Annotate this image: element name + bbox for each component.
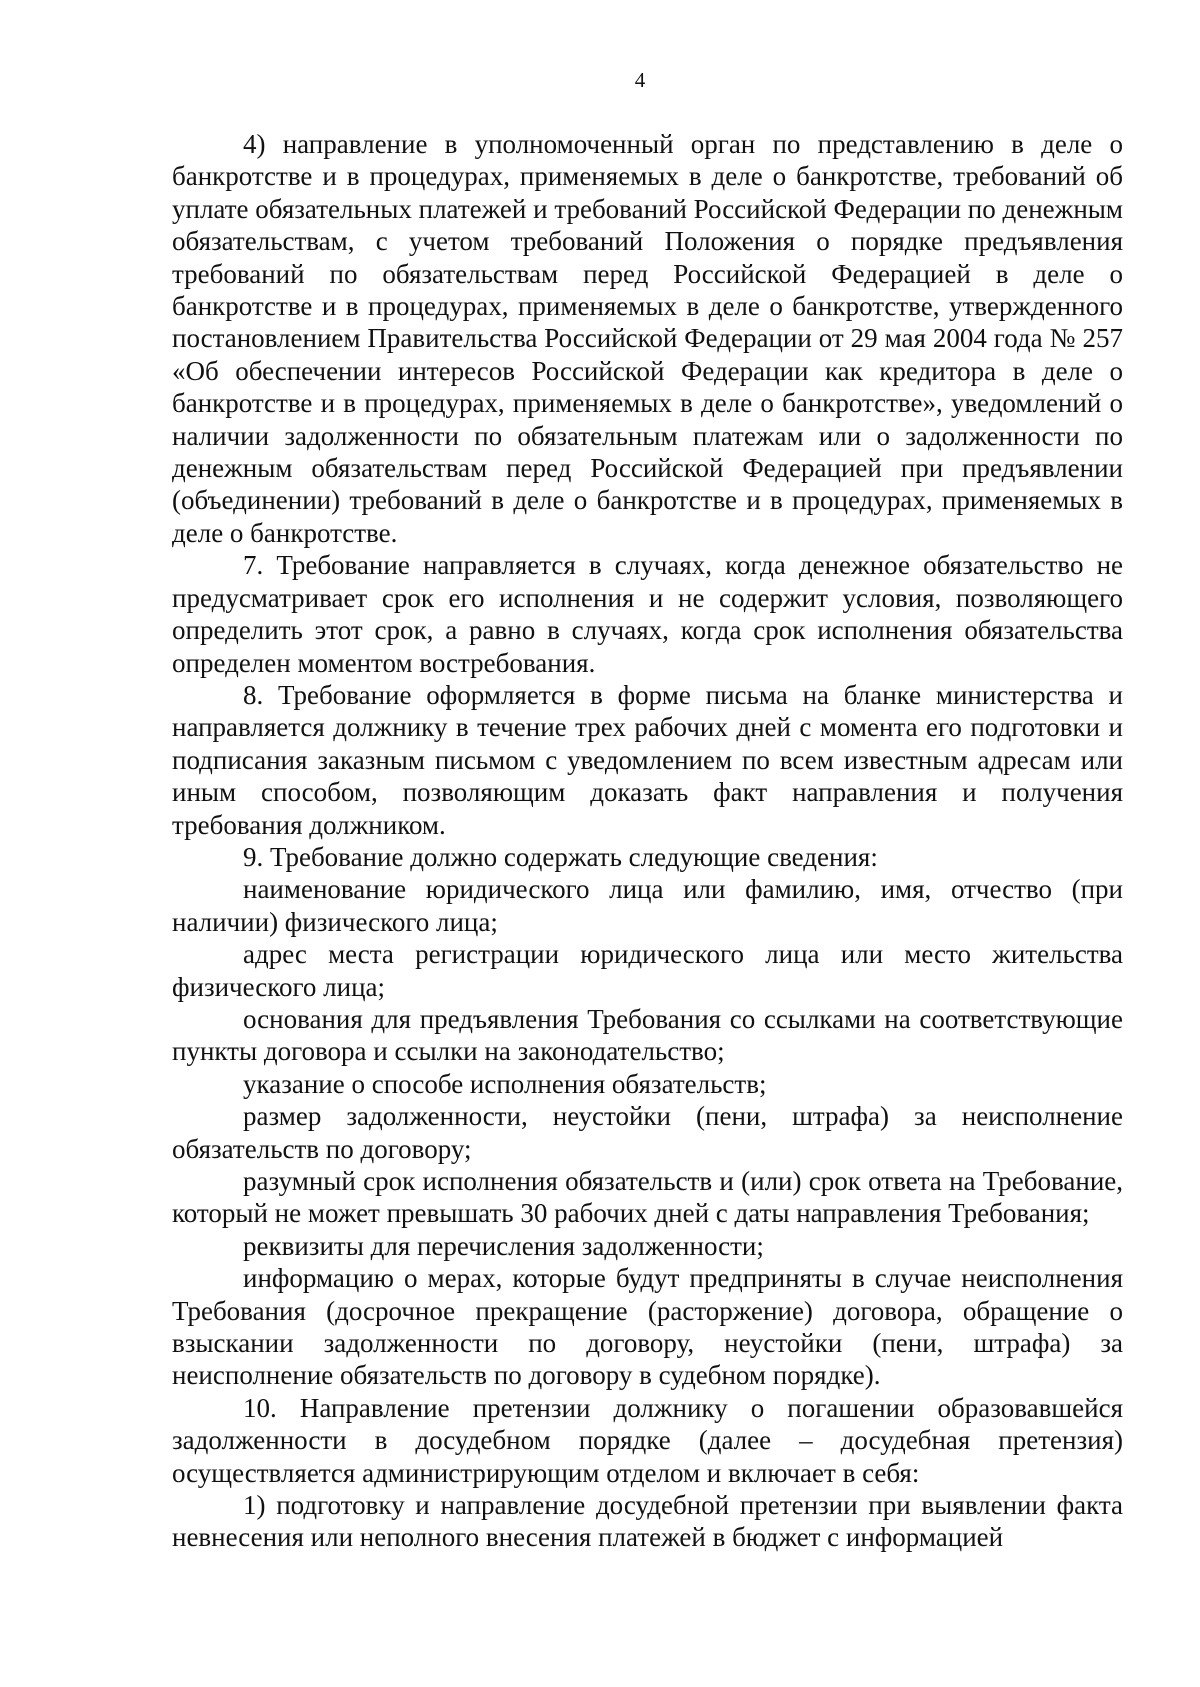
requirement-item-grounds: основания для предъявления Требования со ссылками на соответствующие пункты договора и ссылки на законодательство;: [172, 1003, 1123, 1067]
paragraph-10: 10. Направление претензии должнику о погашении образовавшейся задолженности в досудебном порядке (далее – досудебная претензия) осуществляется администрирующим отделом и включает в себя:: [172, 1392, 1123, 1488]
requirement-item-measures: информацию о мерах, которые будут предприняты в случае неисполнения Требования (досрочное прекращение (расторжение) договора, обращение о взыскании задолженности по договору, неустойки (пени, штрафа) за неисполнение обязательств по договору в судебном порядке).: [172, 1263, 1123, 1391]
document-body: [172, 128, 1123, 1554]
requirement-item-deadline: разумный срок исполнения обязательств и (или) срок ответа на Требование, который не может превышать 30 рабочих дней с даты направления Требования;: [172, 1166, 1123, 1229]
requirement-item-method: указание о способе исполнения обязательств;: [243, 1068, 767, 1099]
paragraph-8: 8. Требование оформляется в форме письма на бланке министерства и направляется должнику в течение трех рабочих дней с момента его подготовки и подписания заказным письмом с уведомлением по всем известным адресам или иным способом, позволяющим доказать факт направления и получения требования должником.: [172, 679, 1123, 840]
requirement-item-amount: размер задолженности, неустойки (пени, штрафа) за неисполнение обязательств по договору;: [172, 1101, 1123, 1164]
paragraph-item-4: 4) направление в уполномоченный орган по представлению в деле о банкротстве и в процедурах, применяемых в деле о банкротстве, требований об уплате обязательных платежей и требований Российской Федерации по денежным обязательствам, с учетом требований Положения о порядке предъявления требований по обязательствам перед Российской Федерацией в деле о банкротстве и в процедурах, применяемых в деле о банкротстве, утвержденного постановлением Правительства Российской Федерации от 29 мая 2004 года № 257 «Об обеспечении интересов Российской Федерации как кредитора в деле о банкротстве и в процедурах, применяемых в деле о банкротстве», уведомлений о наличии задолженности по обязательным платежам или о задолженности по денежным обязательствам перед Российской Федерацией при предъявлении (объединении) требований в деле о банкротстве и в процедурах, применяемых в деле о банкротстве.: [172, 129, 1123, 548]
paragraph-10-item-1: 1) подготовку и направление досудебной претензии при выявлении факта невнесения или неполного внесения платежей в бюджет с информацией: [172, 1490, 1123, 1553]
requirement-item-name: наименование юридического лица или фамилию, имя, отчество (при наличии) физического лица;: [172, 874, 1123, 937]
paragraph-7: 7. Требование направляется в случаях, когда денежное обязательство не предусматривает срок его исполнения и не содержит условия, позволяющего определить этот срок, а равно в случаях, когда срок исполнения обязательства определен моментом востребования.: [172, 550, 1123, 678]
requirement-item-address: адрес места регистрации юридического лица или место жительства физического лица;: [172, 939, 1123, 1002]
page-number: 4: [634, 68, 646, 92]
paragraph-9: 9. Требование должно содержать следующие сведения:: [243, 841, 878, 872]
requirement-item-bank-details: реквизиты для перечисления задолженности;: [243, 1230, 764, 1261]
